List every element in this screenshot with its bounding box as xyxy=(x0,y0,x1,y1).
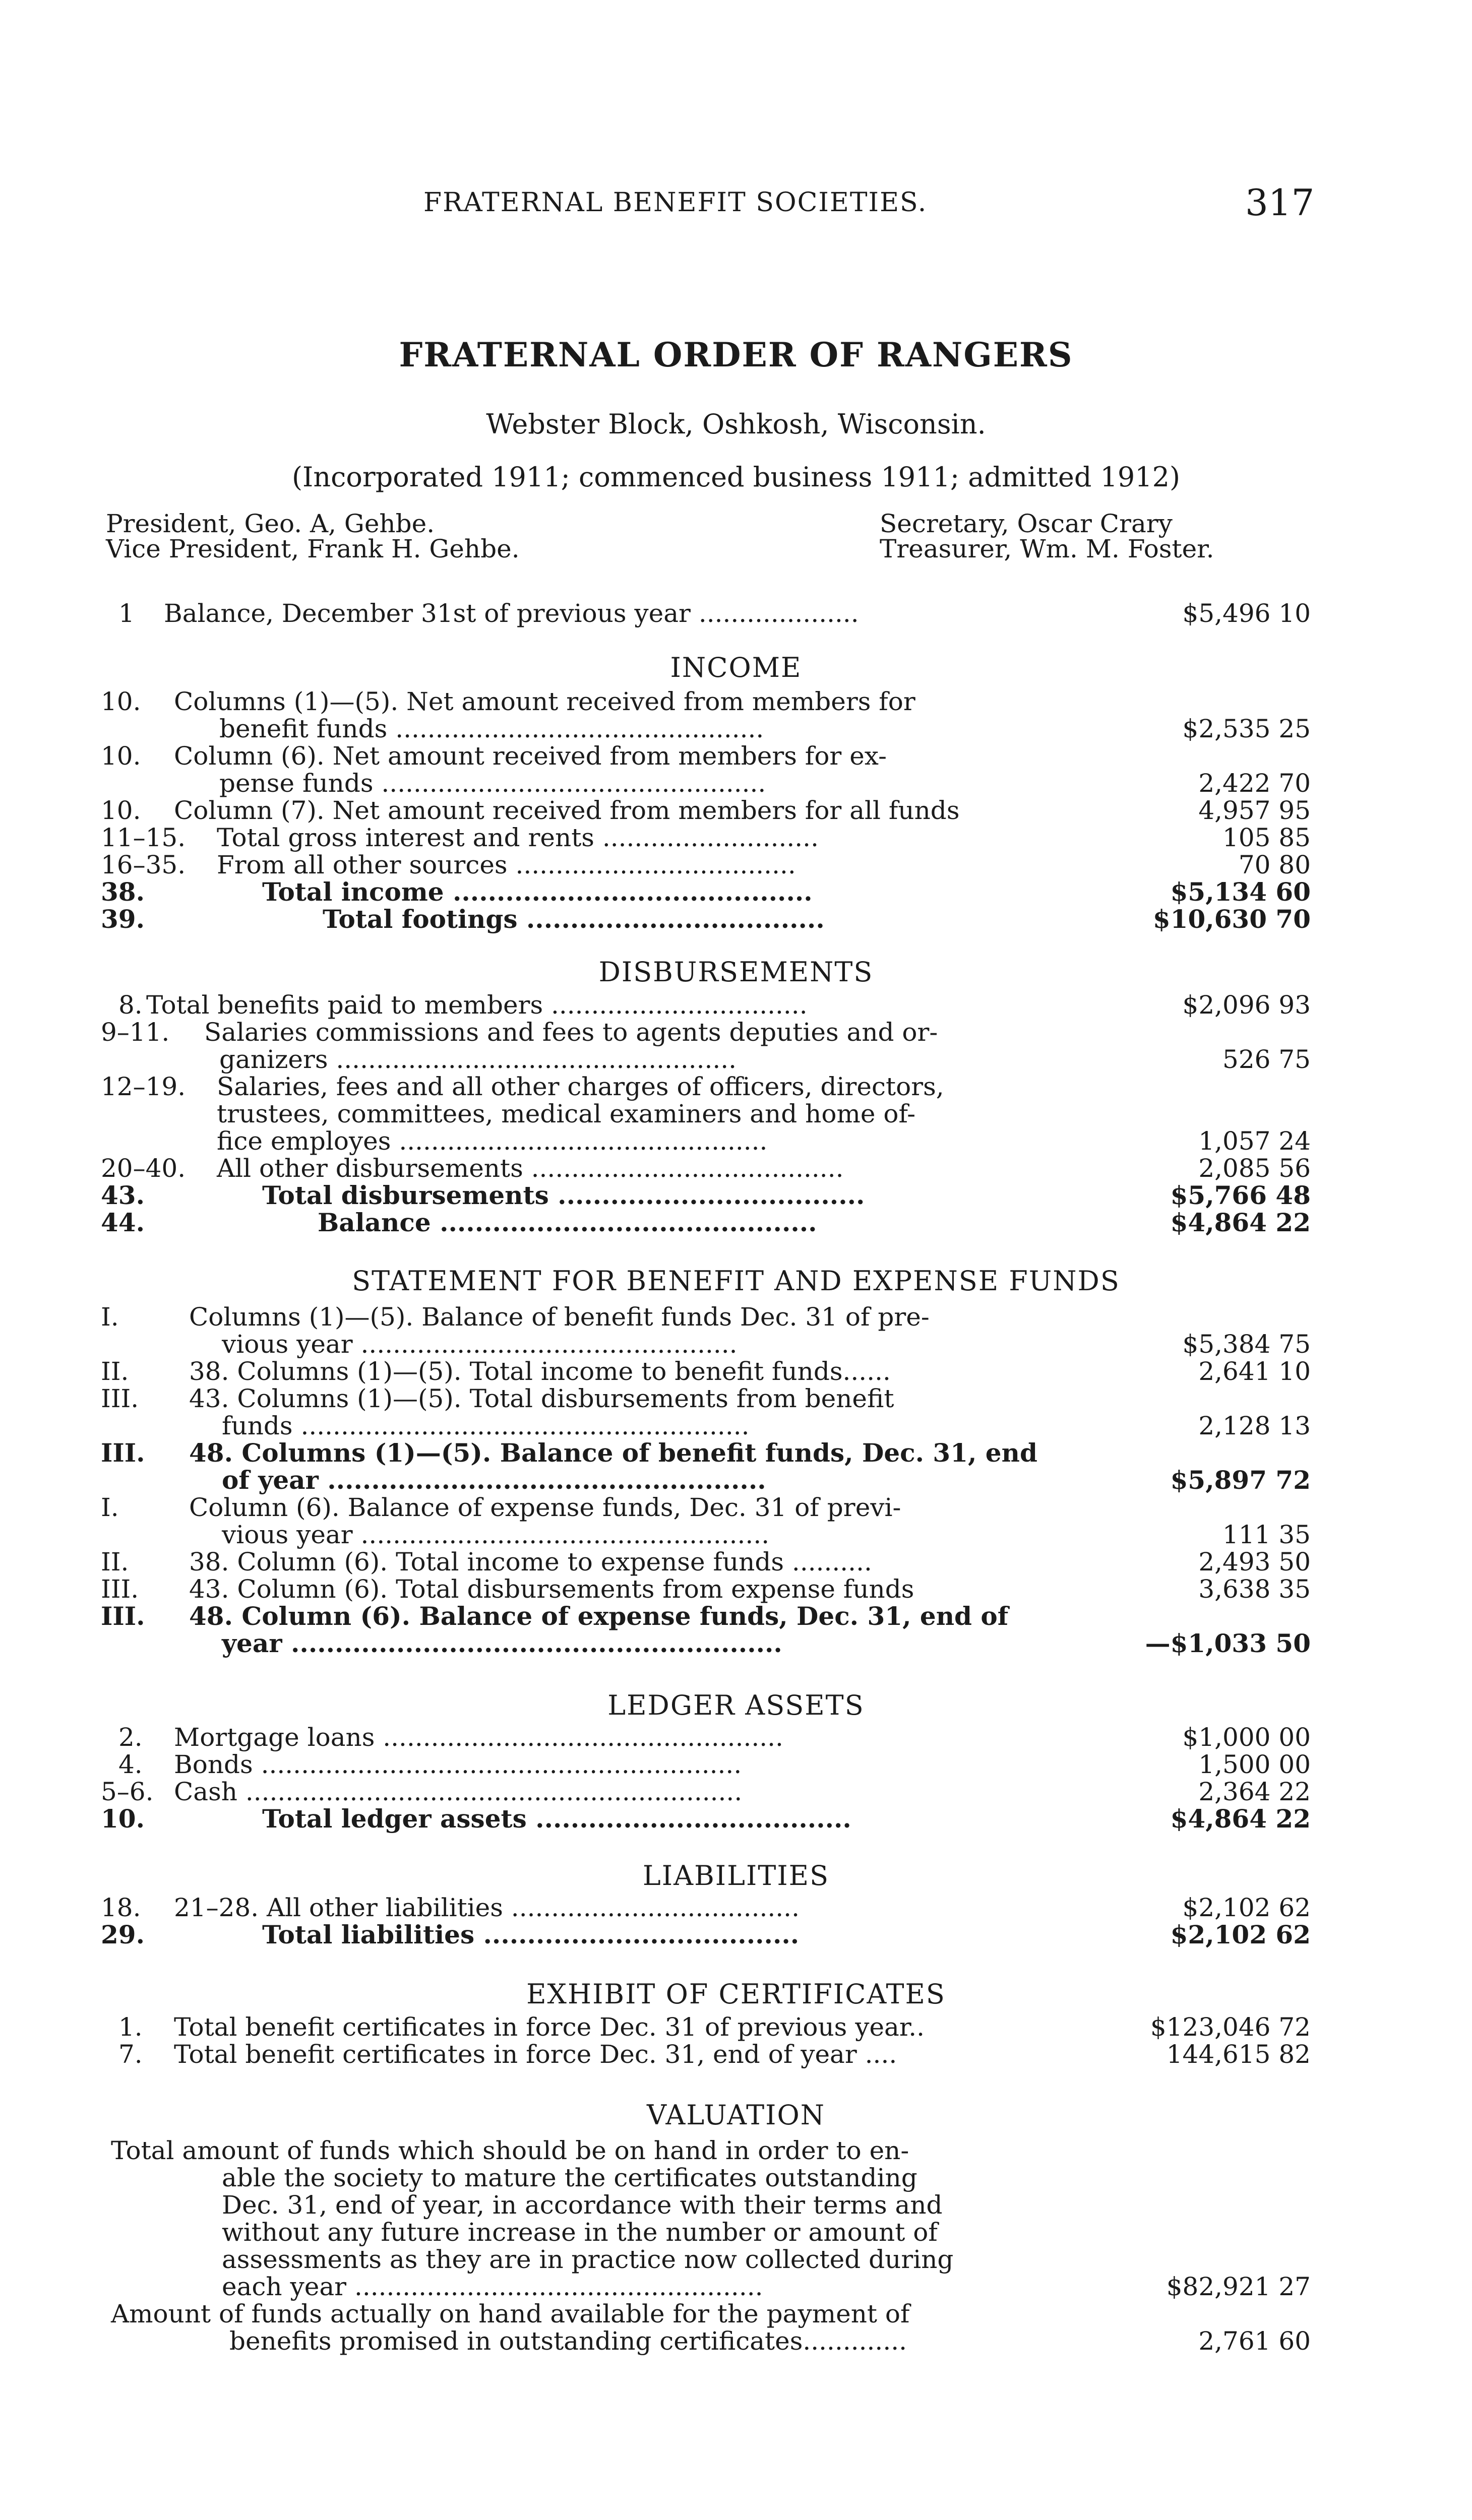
line-amount: 105 85 xyxy=(1222,823,1311,852)
statement-balance-row xyxy=(101,1439,1311,1494)
line-text: Columns (1)—(5). Balance of benefit funds Dec. 31 of pre- xyxy=(189,1302,930,1332)
section-exhibit-heading: EXHIBIT OF CERTIFICATES xyxy=(526,1978,946,2010)
running-header xyxy=(0,181,1472,227)
line-amount: 2,493 50 xyxy=(1198,1547,1311,1577)
line-amount: $5,496 10 xyxy=(1182,599,1311,628)
line-text: Bonds ............................................................ xyxy=(174,1750,742,1779)
line-number: 7. xyxy=(118,2040,143,2069)
line-amount: $123,046 72 xyxy=(1150,2012,1311,2042)
income-row xyxy=(101,688,1311,742)
line-text-cont: benefit funds .............................................. xyxy=(219,714,764,743)
line-amount: 4,957 95 xyxy=(1198,796,1311,825)
line-number: III. xyxy=(101,1384,139,1413)
disbursement-row xyxy=(101,991,1311,1019)
line-number: 44. xyxy=(101,1208,145,1237)
line-text: All other disbursements ....................................... xyxy=(217,1154,844,1183)
line-text: 21–28. All other liabilities .................................... xyxy=(174,1893,800,1922)
line-text: Balance, December 31st of previous year .................... xyxy=(164,599,859,628)
liability-total-row xyxy=(101,1921,1311,1948)
line-number: III. xyxy=(101,1601,145,1631)
balance-row xyxy=(101,600,1311,627)
line-amount: 2,364 22 xyxy=(1198,1777,1311,1806)
income-row xyxy=(101,824,1311,851)
line-amount: 2,641 10 xyxy=(1198,1357,1311,1386)
line-text-cont: year ........................................................ xyxy=(222,1628,782,1658)
line-amount: $4,864 22 xyxy=(1170,1804,1311,1834)
line-number: III. xyxy=(101,1438,145,1468)
line-number: III. xyxy=(101,1574,139,1604)
ledger-asset-row xyxy=(101,1778,1311,1805)
line-text-cont: pense funds ................................................ xyxy=(219,769,766,798)
line-text-cont: able the society to mature the certificates outstanding xyxy=(222,2163,917,2192)
disbursement-row xyxy=(101,1073,1311,1155)
line-amount: 3,638 35 xyxy=(1198,1574,1311,1604)
line-number: 10. xyxy=(101,1804,145,1834)
line-number: 5–6. xyxy=(101,1777,154,1806)
line-text: Total footings .................................. xyxy=(323,904,825,934)
officer-treasurer: Treasurer, Wm. M. Foster. xyxy=(880,534,1214,563)
line-number: 2. xyxy=(118,1723,143,1752)
disbursement-row xyxy=(101,1155,1311,1182)
line-amount: $5,766 48 xyxy=(1170,1180,1311,1210)
valuation-row xyxy=(101,2137,1311,2300)
statement-row xyxy=(101,1358,1311,1385)
line-amount: $2,535 25 xyxy=(1182,714,1311,743)
statement-row xyxy=(101,1576,1311,1603)
ledger-asset-row xyxy=(101,1724,1311,1751)
exhibit-row xyxy=(101,2013,1311,2041)
line-amount: $82,921 27 xyxy=(1166,2272,1311,2301)
line-number: 10. xyxy=(101,687,141,716)
line-number: I. xyxy=(101,1493,119,1522)
line-text: 48. Columns (1)—(5). Balance of benefit funds, Dec. 31, end xyxy=(189,1438,1037,1468)
section-liabilities-heading: LIABILITIES xyxy=(642,1860,830,1892)
line-number: 12–19. xyxy=(101,1072,186,1101)
line-text: Total benefit certificates in force Dec. 31 of previous year.. xyxy=(174,2012,925,2042)
line-amount: $5,897 72 xyxy=(1170,1465,1311,1495)
line-text-cont: benefits promised in outstanding certificates............. xyxy=(229,2326,907,2356)
statement-row xyxy=(101,1494,1311,1548)
exhibit-row xyxy=(101,2041,1311,2068)
statement-row xyxy=(101,1548,1311,1576)
running-title: FRATERNAL BENEFIT SOCIETIES. xyxy=(423,187,928,218)
statement-row xyxy=(101,1385,1311,1439)
line-amount: 2,422 70 xyxy=(1198,769,1311,798)
line-text: Total benefit certificates in force Dec. 31, end of year .... xyxy=(174,2040,897,2069)
line-text: Column (6). Net amount received from members for ex- xyxy=(174,741,887,771)
line-number: 4. xyxy=(118,1750,143,1779)
line-amount: $2,102 62 xyxy=(1182,1893,1311,1922)
line-amount: 2,128 13 xyxy=(1198,1411,1311,1440)
ledger-asset-row xyxy=(101,1751,1311,1778)
line-number: 43. xyxy=(101,1180,145,1210)
line-number: 20–40. xyxy=(101,1154,186,1183)
disbursement-total-row xyxy=(101,1182,1311,1209)
line-text: Total disbursements ................................... xyxy=(262,1180,865,1210)
line-text: Columns (1)—(5). Net amount received from members for xyxy=(174,687,915,716)
liability-row xyxy=(101,1894,1311,1921)
line-amount: $2,096 93 xyxy=(1182,990,1311,1020)
ledger-asset-total-row xyxy=(101,1805,1311,1833)
line-amount: 1,057 24 xyxy=(1198,1126,1311,1156)
line-amount: 70 80 xyxy=(1238,850,1311,879)
section-ledger-assets-heading: LEDGER ASSETS xyxy=(607,1689,865,1721)
org-address: Webster Block, Oshkosh, Wisconsin. xyxy=(486,408,986,440)
line-number: 10. xyxy=(101,796,141,825)
line-number: 1. xyxy=(118,2012,143,2042)
line-text: 38. Columns (1)—(5). Total income to benefit funds...... xyxy=(189,1357,891,1386)
org-title: FRATERNAL ORDER OF RANGERS xyxy=(399,335,1073,374)
income-row xyxy=(101,851,1311,878)
valuation-row xyxy=(101,2300,1311,2355)
org-incorporation: (Incorporated 1911; commenced business 1911; admitted 1912) xyxy=(291,461,1181,493)
line-amount: 526 75 xyxy=(1222,1045,1311,1074)
section-statement-heading: STATEMENT FOR BENEFIT AND EXPENSE FUNDS xyxy=(352,1265,1120,1297)
line-number: I. xyxy=(101,1302,119,1332)
line-text: Amount of funds actually on hand available for the payment of xyxy=(111,2299,910,2328)
line-text: 48. Column (6). Balance of expense funds, Dec. 31, end of xyxy=(189,1601,1009,1631)
page-number: 317 xyxy=(1245,181,1315,224)
line-text: Total income ......................................... xyxy=(262,877,813,907)
line-text-cont: funds ........................................................ xyxy=(222,1411,750,1440)
section-disbursements-heading: DISBURSEMENTS xyxy=(598,956,874,988)
line-text: Salaries commissions and fees to agents deputies and or- xyxy=(204,1018,938,1047)
income-footings-row xyxy=(101,906,1311,933)
line-text: Total liabilities .................................... xyxy=(262,1920,800,1949)
line-number: 29. xyxy=(101,1920,145,1949)
officer-vice-president: Vice President, Frank H. Gehbe. xyxy=(106,534,520,563)
line-number: 1 xyxy=(118,599,135,628)
line-text-cont: without any future increase in the number or amount of xyxy=(222,2218,938,2247)
line-amount: 2,085 56 xyxy=(1198,1154,1311,1183)
line-text-cont: each year ................................................... xyxy=(222,2272,763,2301)
line-text: Balance ........................................... xyxy=(318,1208,817,1237)
line-amount: 144,615 82 xyxy=(1166,2040,1311,2069)
line-text: From all other sources ................................... xyxy=(217,850,796,879)
line-amount: $2,102 62 xyxy=(1170,1920,1311,1949)
line-text-cont: of year .................................................. xyxy=(222,1465,766,1495)
line-text-cont: trustees, committees, medical examiners and home of- xyxy=(217,1099,916,1128)
line-text-cont: vious year ............................................... xyxy=(222,1330,738,1359)
section-valuation-heading: VALUATION xyxy=(647,2099,825,2131)
line-amount: $5,384 75 xyxy=(1182,1330,1311,1359)
officer-secretary: Secretary, Oscar Crary xyxy=(880,509,1173,538)
line-text: Total gross interest and rents ........................... xyxy=(217,823,819,852)
disbursement-row xyxy=(101,1019,1311,1073)
line-amount: $1,000 00 xyxy=(1182,1723,1311,1752)
line-text: Salaries, fees and all other charges of officers, directors, xyxy=(217,1072,944,1101)
line-text-cont: Dec. 31, end of year, in accordance with their terms and xyxy=(222,2190,943,2220)
line-text: 43. Column (6). Total disbursements from expense funds xyxy=(189,1574,914,1604)
line-number: II. xyxy=(101,1547,129,1577)
line-text: Total benefits paid to members ................................ xyxy=(146,990,808,1020)
income-row xyxy=(101,742,1311,797)
line-amount: $4,864 22 xyxy=(1170,1208,1311,1237)
line-text: Column (7). Net amount received from members for all funds xyxy=(174,796,960,825)
line-text: Column (6). Balance of expense funds, Dec. 31 of previ- xyxy=(189,1493,901,1522)
line-text: Mortgage loans .................................................. xyxy=(174,1723,783,1752)
line-number: 9–11. xyxy=(101,1018,170,1047)
line-number: 39. xyxy=(101,904,145,934)
line-text: 43. Columns (1)—(5). Total disbursements from benefit xyxy=(189,1384,894,1413)
statement-row xyxy=(101,1303,1311,1358)
line-text-cont: ganizers .................................................. xyxy=(219,1045,737,1074)
line-number: II. xyxy=(101,1357,129,1386)
income-row xyxy=(101,797,1311,824)
section-income-heading: INCOME xyxy=(670,652,802,683)
line-amount: $10,630 70 xyxy=(1152,904,1311,934)
line-number: 11–15. xyxy=(101,823,186,852)
line-text-cont: assessments as they are in practice now collected during xyxy=(222,2245,954,2274)
line-number: 16–35. xyxy=(101,850,186,879)
line-number: 38. xyxy=(101,877,145,907)
statement-balance-row xyxy=(101,1603,1311,1657)
line-number: 18. xyxy=(101,1893,141,1922)
disbursement-balance-row xyxy=(101,1209,1311,1236)
line-number: 8. xyxy=(118,990,143,1020)
line-text-cont: vious year ................................................... xyxy=(222,1520,770,1549)
line-text-cont: fice employes .............................................. xyxy=(217,1126,768,1156)
line-number: 10. xyxy=(101,741,141,771)
line-text: 38. Column (6). Total income to expense funds .......... xyxy=(189,1547,872,1577)
line-text: Total amount of funds which should be on hand in order to en- xyxy=(111,2136,909,2165)
line-text: Cash .............................................................. xyxy=(174,1777,743,1806)
line-amount: $5,134 60 xyxy=(1170,877,1311,907)
officer-president: President, Geo. A, Gehbe. xyxy=(106,509,435,538)
line-amount: 1,500 00 xyxy=(1198,1750,1311,1779)
line-amount: 2,761 60 xyxy=(1198,2326,1311,2356)
income-total-row xyxy=(101,878,1311,906)
line-amount: 111 35 xyxy=(1222,1520,1311,1549)
line-amount: —$1,033 50 xyxy=(1145,1628,1311,1658)
line-text: Total ledger assets .................................... xyxy=(262,1804,851,1834)
